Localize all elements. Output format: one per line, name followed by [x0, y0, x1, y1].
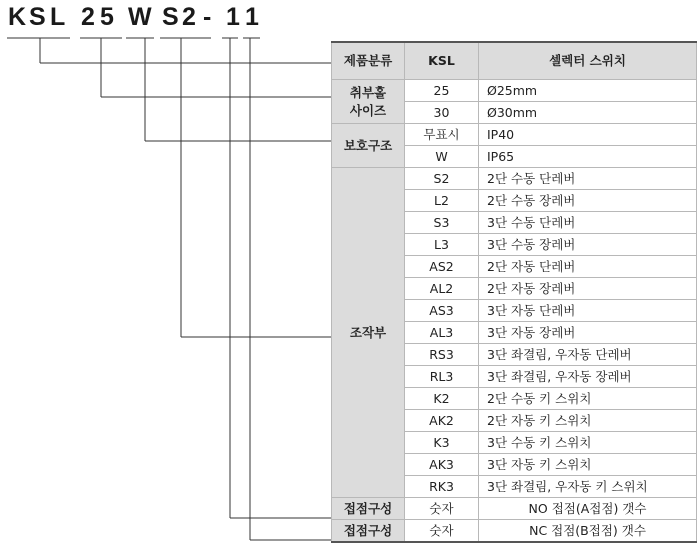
model-code-char: 2 [182, 3, 196, 31]
option-code: S2 [405, 168, 479, 190]
option-description: 2단 자동 장레버 [479, 278, 697, 300]
option-code: AK2 [405, 410, 479, 432]
option-description: NC 접점(B접점) 갯수 [479, 520, 697, 543]
option-description: 3단 좌결림, 우자동 키 스위치 [479, 476, 697, 498]
option-description: 3단 수동 단레버 [479, 212, 697, 234]
option-description: 3단 수동 키 스위치 [479, 432, 697, 454]
option-description: IP65 [479, 146, 697, 168]
option-code: 30 [405, 102, 479, 124]
category-cell: 보호구조 [332, 124, 405, 168]
option-code: 숫자 [405, 498, 479, 520]
option-code: RL3 [405, 366, 479, 388]
option-description: 2단 수동 키 스위치 [479, 388, 697, 410]
option-code: AS3 [405, 300, 479, 322]
category-cell: 접점구성 [332, 520, 405, 543]
model-code-char: - [203, 3, 212, 31]
table-row [332, 520, 697, 543]
model-code-char: L [50, 3, 66, 31]
table-row [332, 168, 697, 190]
option-code: AK3 [405, 454, 479, 476]
option-description: 3단 수동 장레버 [479, 234, 697, 256]
option-code: AS2 [405, 256, 479, 278]
header-series: KSL [405, 42, 479, 80]
category-cell: 취부홀 사이즈 [332, 80, 405, 124]
model-code-char: K [8, 3, 27, 31]
option-code: K2 [405, 388, 479, 410]
option-code: AL3 [405, 322, 479, 344]
spec-table [331, 41, 697, 543]
model-code-char: 5 [100, 3, 114, 31]
option-description: 3단 좌결림, 우자동 단레버 [479, 344, 697, 366]
option-code: RK3 [405, 476, 479, 498]
option-description: NO 접점(A접점) 갯수 [479, 498, 697, 520]
option-code: S3 [405, 212, 479, 234]
option-code: AL2 [405, 278, 479, 300]
model-code-char: 1 [245, 3, 259, 31]
option-description: 2단 자동 키 스위치 [479, 410, 697, 432]
model-code-char: 1 [226, 3, 240, 31]
option-code: K3 [405, 432, 479, 454]
option-description: 3단 자동 단레버 [479, 300, 697, 322]
option-description: 3단 자동 장레버 [479, 322, 697, 344]
option-code: 무표시 [405, 124, 479, 146]
header-category: 제품분류 [332, 42, 405, 80]
option-description: 3단 자동 키 스위치 [479, 454, 697, 476]
option-description: Ø25mm [479, 80, 697, 102]
option-code: W [405, 146, 479, 168]
model-code-char: S [29, 3, 46, 31]
option-description: 2단 자동 단레버 [479, 256, 697, 278]
option-description: IP40 [479, 124, 697, 146]
option-description: 2단 수동 단레버 [479, 168, 697, 190]
option-code: 25 [405, 80, 479, 102]
option-code: RS3 [405, 344, 479, 366]
header-product: 셀렉터 스위치 [479, 42, 697, 80]
model-code-char: S [162, 3, 179, 31]
category-cell: 조작부 [332, 168, 405, 498]
table-row [332, 124, 697, 146]
model-code-char: 2 [81, 3, 95, 31]
option-code: L3 [405, 234, 479, 256]
option-code: 숫자 [405, 520, 479, 543]
option-description: Ø30mm [479, 102, 697, 124]
option-description: 2단 수동 장레버 [479, 190, 697, 212]
option-description: 3단 좌결림, 우자동 장레버 [479, 366, 697, 388]
model-code-char: W [128, 3, 152, 31]
option-code: L2 [405, 190, 479, 212]
table-row [332, 498, 697, 520]
table-row [332, 80, 697, 102]
category-cell: 접점구성 [332, 498, 405, 520]
